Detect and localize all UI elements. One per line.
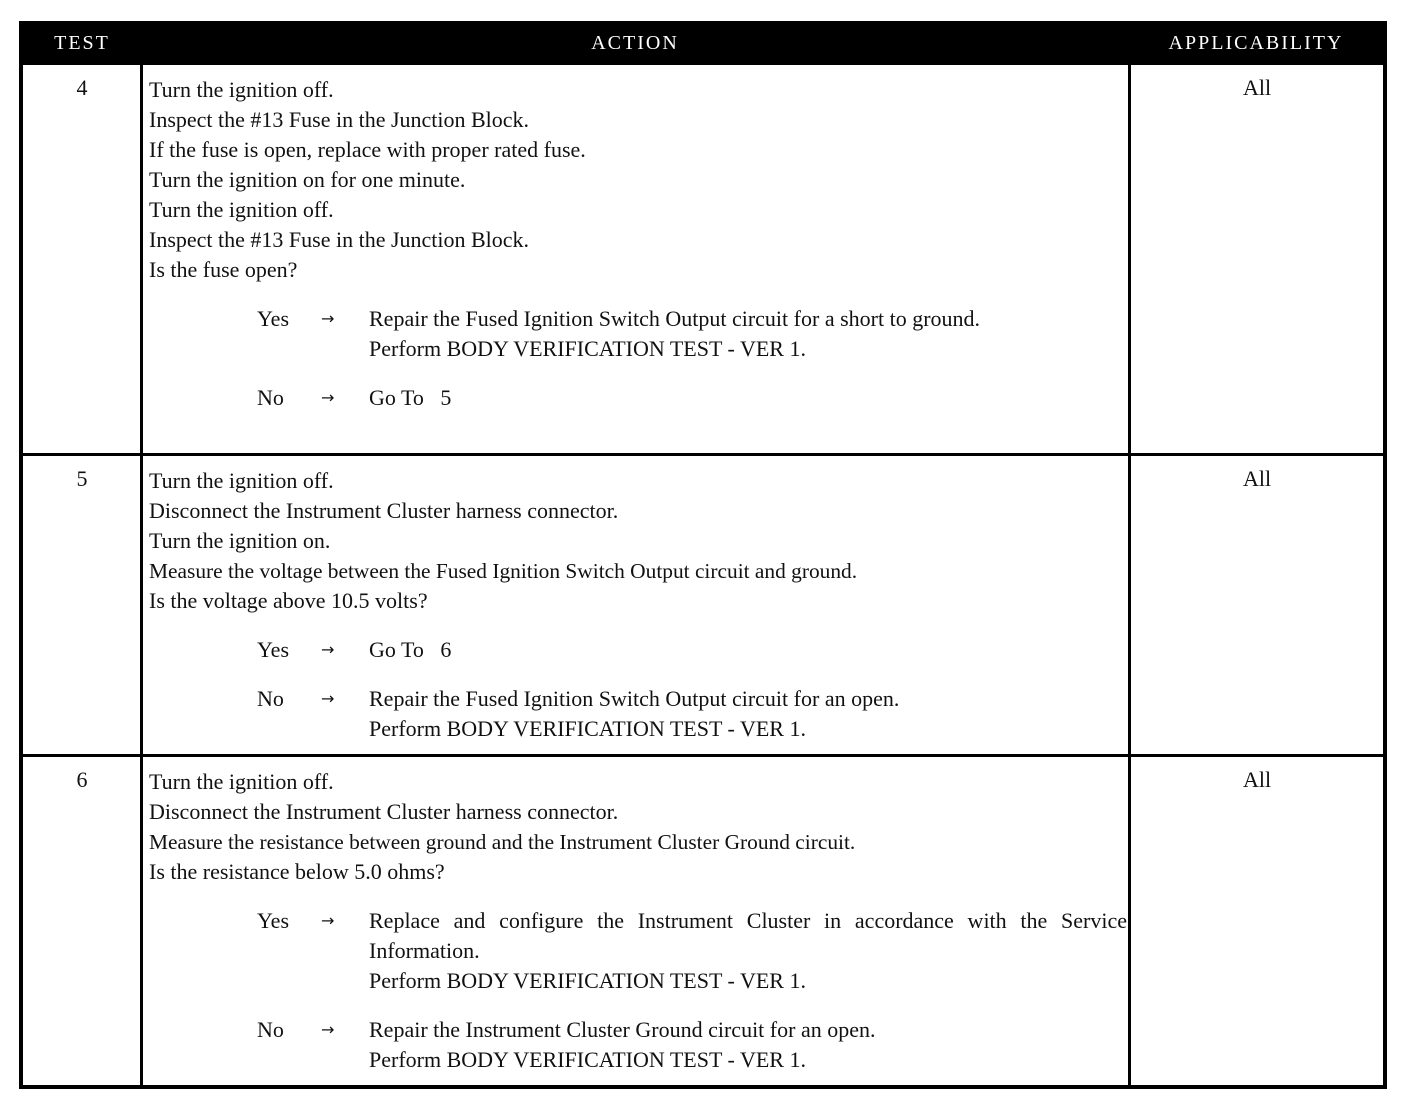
yes-label: Yes [257, 908, 290, 933]
header-action: ACTION [591, 32, 679, 54]
action-step: Disconnect the Instrument Cluster harness connector. [149, 498, 619, 523]
table-row [23, 65, 1383, 453]
table-row [23, 456, 1383, 754]
action-step: Turn the ignition off. [149, 468, 334, 493]
arrow-right-icon: → [321, 388, 335, 407]
action-cell [149, 75, 1127, 413]
no-label: No [257, 385, 284, 410]
no-label: No [257, 686, 284, 711]
action-step: Measure the voltage between the Fused Ignition Switch Output circuit and ground. [149, 559, 858, 583]
action-step: Turn the ignition on for one minute. [149, 167, 466, 192]
arrow-right-icon: → [321, 911, 335, 930]
action-step: Inspect the #13 Fuse in the Junction Block. [149, 227, 530, 252]
action-step: Turn the ignition off. [149, 197, 334, 222]
result-line: Perform BODY VERIFICATION TEST - VER 1. [369, 336, 806, 361]
yes-label: Yes [257, 637, 290, 662]
yes-result [369, 635, 1127, 665]
applicability-cell: All [1242, 767, 1272, 792]
yes-branch [149, 906, 1127, 996]
action-step: Turn the ignition on. [149, 528, 331, 553]
action-step: If the fuse is open, replace with proper rated fuse. [149, 137, 586, 162]
diagnostic-test-table [19, 21, 1387, 1089]
test-number: 4 [76, 75, 88, 100]
goto-link[interactable]: Go To 6 [369, 637, 452, 662]
yes-result [369, 906, 1127, 996]
action-step: Is the voltage above 10.5 volts? [149, 588, 428, 613]
result-line: Repair the Fused Ignition Switch Output circuit for an open. [369, 686, 900, 711]
no-branch [149, 1015, 1127, 1075]
arrow-right-icon: → [321, 640, 335, 659]
test-number: 5 [76, 466, 88, 491]
test-number: 6 [76, 767, 88, 792]
no-result [369, 1015, 1127, 1075]
yes-branch [149, 635, 1127, 665]
no-result [369, 383, 1127, 413]
result-line: Perform BODY VERIFICATION TEST - VER 1. [369, 968, 806, 993]
result-line: Perform BODY VERIFICATION TEST - VER 1. [369, 1047, 806, 1072]
header-applicability: APPLICABILITY [1168, 32, 1344, 54]
yes-label: Yes [257, 306, 290, 331]
arrow-right-icon: → [321, 309, 335, 328]
result-line: Perform BODY VERIFICATION TEST - VER 1. [369, 716, 806, 741]
table-header [23, 25, 1383, 65]
applicability-cell: All [1242, 75, 1272, 100]
no-branch [149, 383, 1127, 413]
action-step: Is the fuse open? [149, 257, 298, 282]
table-row [23, 757, 1383, 1085]
goto-link[interactable]: Go To 5 [369, 385, 452, 410]
action-step: Inspect the #13 Fuse in the Junction Block. [149, 107, 530, 132]
action-step: Turn the ignition off. [149, 77, 334, 102]
action-step: Disconnect the Instrument Cluster harness connector. [149, 799, 619, 824]
action-cell [149, 767, 1127, 1075]
no-label: No [257, 1017, 284, 1042]
result-line: Replace and configure the Instrument Cluster in accordance with the Service Information. [369, 908, 1127, 963]
no-result [369, 684, 1127, 744]
arrow-right-icon: → [321, 689, 335, 708]
yes-branch [149, 304, 1127, 364]
result-line: Repair the Fused Ignition Switch Output circuit for a short to ground. [369, 306, 981, 331]
action-step: Turn the ignition off. [149, 769, 334, 794]
applicability-cell: All [1242, 466, 1272, 491]
yes-result [369, 304, 1127, 364]
header-test: TEST [54, 32, 110, 54]
action-step: Is the resistance below 5.0 ohms? [149, 859, 445, 884]
arrow-right-icon: → [321, 1020, 335, 1039]
action-cell [149, 466, 1127, 744]
action-step: Measure the resistance between ground and the Instrument Cluster Ground circuit. [149, 830, 856, 854]
result-line: Repair the Instrument Cluster Ground circuit for an open. [369, 1017, 876, 1042]
no-branch [149, 684, 1127, 744]
